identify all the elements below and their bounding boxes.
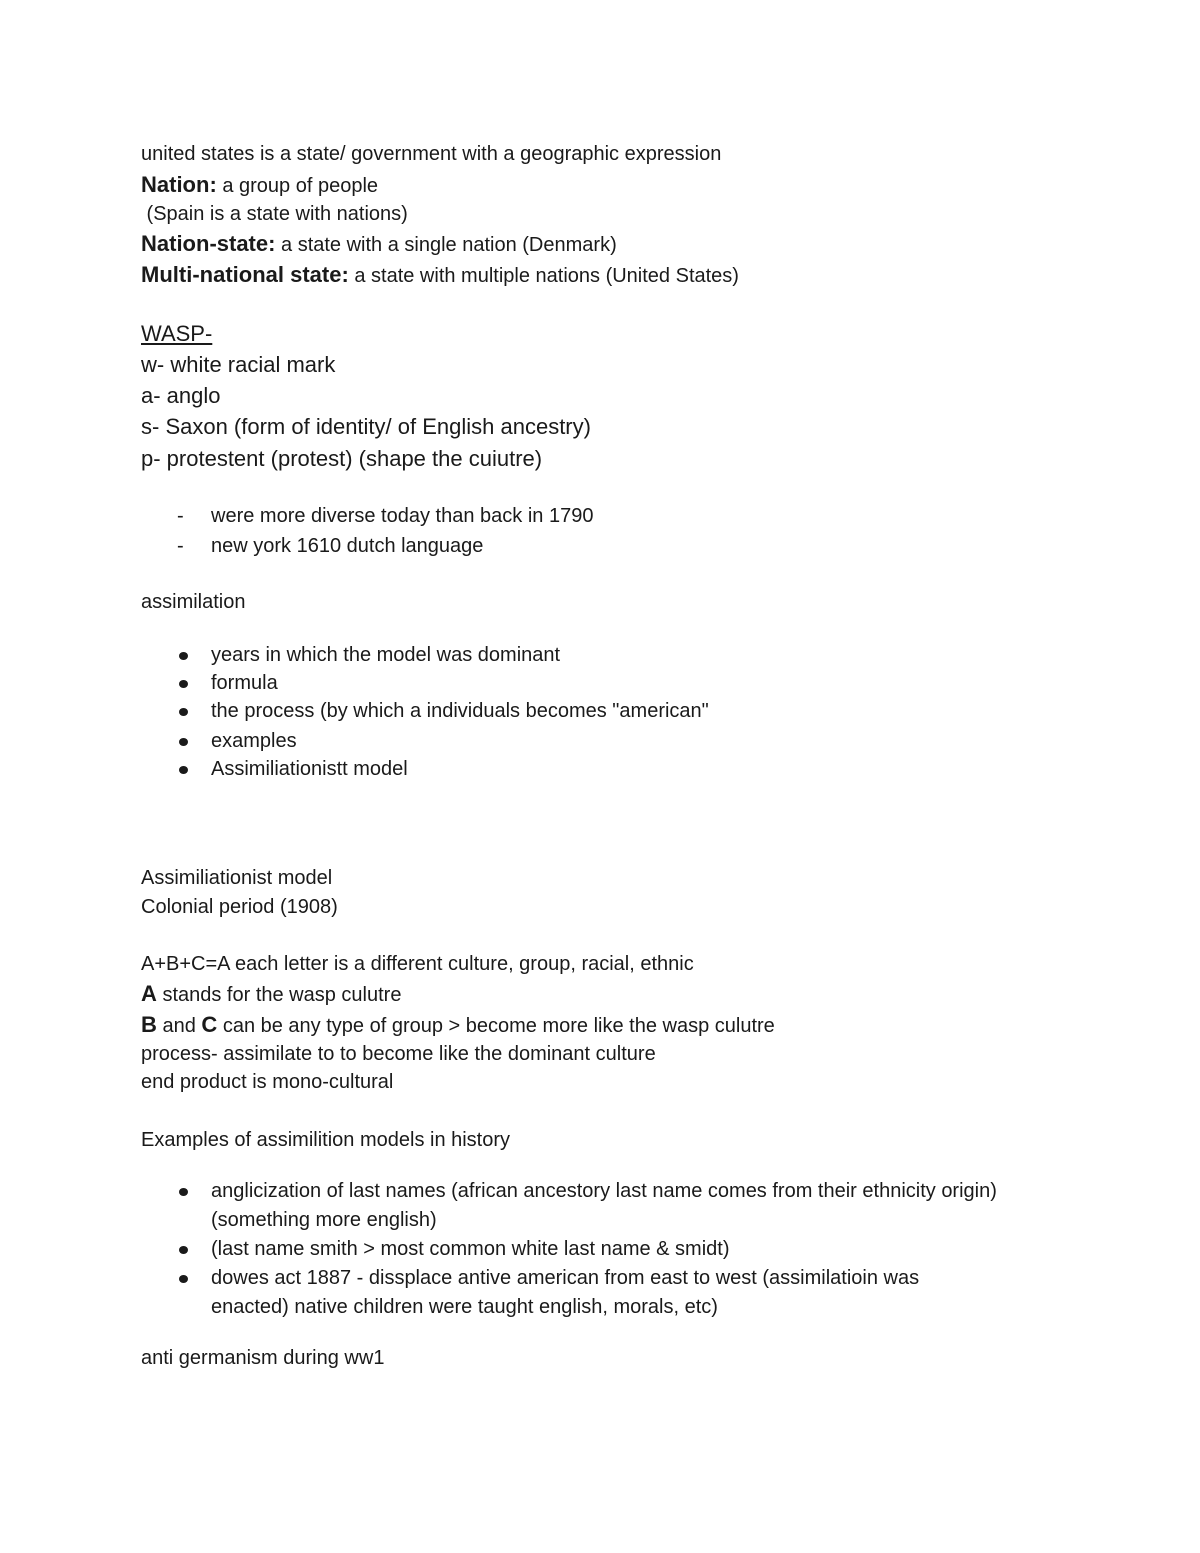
multinational-state-definition: [141, 262, 739, 288]
list-item-text: (last name smith > most common white last name & smidt): [211, 1238, 730, 1260]
nation-state-term: Nation-state:: [141, 231, 276, 256]
nation-term: Nation:: [141, 172, 217, 197]
list-item-text: dowes act 1887 - dissplace antive american from east to west (assimilatioin was enacted) native children were taught english, morals, etc): [211, 1267, 920, 1318]
nation-state-definition: [141, 231, 617, 257]
bullet-list-item: [141, 1264, 1141, 1322]
dash-list-item: [141, 532, 1141, 561]
dash-marker: -: [177, 535, 184, 557]
model-process: process- assimilate to to become like the dominant culture: [141, 1043, 656, 1065]
bullet-icon: [179, 652, 188, 660]
examples-heading: Examples of assimilition models in history: [141, 1129, 511, 1151]
model-formula: A+B+C=A each letter is a different culture, group, racial, ethnic: [141, 953, 694, 975]
spain-note: (Spain is a state with nations): [141, 203, 408, 225]
closing-line: anti germanism during ww1: [141, 1347, 385, 1369]
wasp-line: a- anglo: [141, 383, 221, 408]
bullet-list-item: [141, 669, 1141, 698]
bullet-list-item: [141, 641, 1141, 670]
letter-a: A: [141, 981, 157, 1006]
multinational-state-term: Multi-national state:: [141, 262, 349, 287]
list-item-text: anglicization of last names (african ancestory last name comes from their ethnicity origin) (something more english): [211, 1180, 997, 1231]
list-item-text: formula: [211, 672, 278, 694]
letter-c: C: [201, 1012, 218, 1037]
bullet-list-item: [141, 1235, 1141, 1264]
bullet-icon: [179, 766, 188, 774]
intro-line: united states is a state/ government with a geographic expression: [141, 143, 722, 165]
dash-list-item: [141, 502, 1141, 531]
model-a-line: [141, 981, 401, 1007]
nation-state-definition-text: a state with a single nation (Denmark): [275, 234, 617, 256]
list-item-text: examples: [211, 730, 297, 752]
model-bc-line: [141, 1012, 775, 1038]
nation-definition: [141, 172, 378, 198]
bullet-icon: [179, 1246, 188, 1254]
bullet-list-item: [141, 755, 1141, 784]
model-a-text: stands for the wasp culutre: [156, 984, 402, 1006]
multinational-state-definition-text: a state with multiple nations (United States): [348, 265, 739, 287]
bullet-icon: [179, 738, 188, 746]
wasp-line: w- white racial mark: [141, 352, 336, 377]
dash-marker: -: [177, 505, 184, 527]
nation-definition-text: a group of people: [216, 175, 379, 197]
list-item-text: the process (by which a individuals becomes "american": [211, 700, 709, 722]
letter-b: B: [141, 1012, 157, 1037]
bullet-icon: [179, 680, 188, 688]
wasp-line: s- Saxon (form of identity/ of English ancestry): [141, 414, 591, 439]
wasp-heading: WASP-: [141, 321, 213, 346]
assimilation-heading: assimilation: [141, 591, 246, 613]
list-item-text: Assimiliationistt model: [211, 758, 408, 780]
model-heading: Assimiliationist model: [141, 867, 333, 889]
list-item-text: new york 1610 dutch language: [211, 535, 484, 557]
bullet-list-item: [141, 697, 1141, 726]
and-text: and: [156, 1015, 202, 1037]
bullet-icon: [179, 1275, 188, 1283]
list-item-text: were more diverse today than back in 1790: [211, 505, 594, 527]
wasp-line: p- protestent (protest) (shape the cuiutre): [141, 446, 543, 471]
bullet-list-item: [141, 727, 1141, 756]
model-end-product: end product is mono-cultural: [141, 1071, 394, 1093]
list-item-text: years in which the model was dominant: [211, 644, 561, 666]
bullet-icon: [179, 708, 188, 716]
model-bc-text: can be any type of group > become more like the wasp culutre: [217, 1015, 775, 1037]
bullet-list-item: [141, 1177, 1141, 1235]
bullet-icon: [179, 1188, 188, 1196]
model-period: Colonial period (1908): [141, 896, 338, 918]
